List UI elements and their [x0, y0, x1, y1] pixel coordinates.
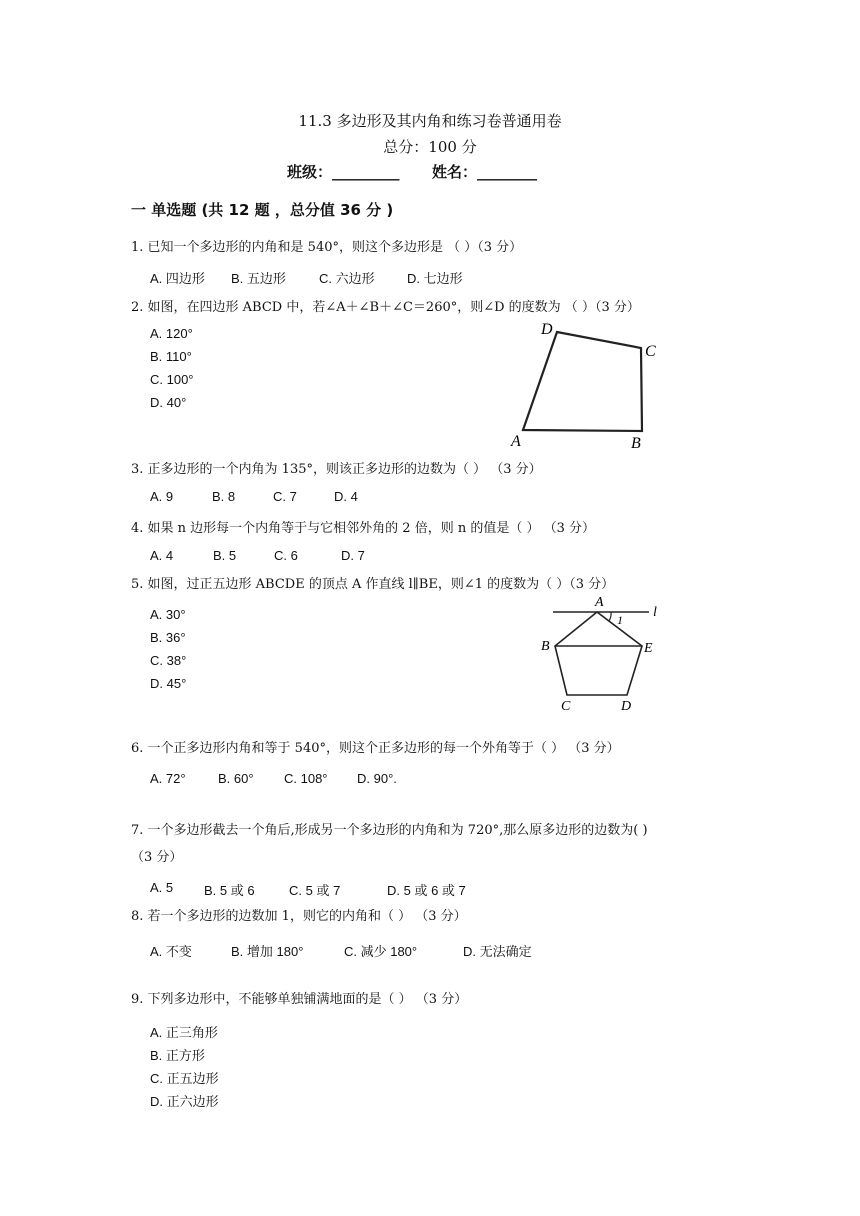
section-heading: 一 单选题 (共 12 题 ，总分值 36 分 ) [131, 201, 394, 219]
q8-option-a: A. 不变 [150, 944, 192, 959]
q1-option-d: D. 七边形 [407, 271, 463, 286]
q5-option-a: A. 30° [150, 607, 186, 622]
question-5-stem: 5. 如图，过正五边形 ABCDE 的顶点 A 作直线 l∥BE，则∠1 的度数为（ ）（3 分） [131, 577, 615, 592]
line-label-l: l [653, 605, 657, 620]
q2-option-a: A. 120° [150, 326, 193, 341]
page-title: 11.3 多边形及其内角和练习卷普通用卷 [298, 112, 562, 130]
question-7-stem: 7. 一个多边形截去一个角后,形成另一个多边形的内角和为 720°,那么原多边形的边数为( ) [131, 823, 648, 838]
q4-option-d: D. 7 [341, 548, 365, 563]
q1-option-a: A. 四边形 [150, 271, 205, 286]
q7-option-c: C. 5 或 7 [289, 883, 341, 898]
q9-option-d: D. 正六边形 [150, 1094, 219, 1109]
vertex-label-e: E [644, 641, 653, 656]
q2-option-c: C. 100° [150, 372, 194, 387]
q9-option-a: A. 正三角形 [150, 1025, 218, 1040]
q4-option-b: B. 5 [213, 548, 237, 563]
q6-option-d: D. 90°. [357, 771, 397, 786]
question-2-stem: 2. 如图，在四边形 ABCD 中，若∠A＋∠B＋∠C＝260°，则∠D 的度数为 （ ）（3 分） [131, 300, 640, 315]
q3-option-a: A. 9 [150, 489, 174, 504]
q6-option-a: A. 72° [150, 771, 186, 786]
vertex-label-c: C [561, 699, 571, 714]
q3-option-c: C. 7 [273, 489, 297, 504]
quadrilateral-outline [523, 332, 642, 431]
angle-label-1: 1 [617, 613, 623, 627]
vertex-label-a: A [595, 595, 604, 610]
q5-option-c: C. 38° [150, 653, 187, 668]
vertex-label-d: D [621, 699, 632, 714]
q6-option-b: B. 60° [218, 771, 254, 786]
q7-option-b: B. 5 或 6 [204, 883, 255, 898]
angle-1-arc [609, 612, 611, 621]
q9-option-c: C. 正五边形 [150, 1071, 219, 1086]
name-field-label: 姓名：________ [432, 163, 538, 181]
q3-option-d: D. 4 [334, 489, 358, 504]
class-field-label: 班级：_________ [287, 163, 400, 181]
q9-option-b: B. 正方形 [150, 1048, 205, 1063]
q2-option-d: D. 40° [150, 395, 187, 410]
q5-option-d: D. 45° [150, 676, 187, 691]
question-8-stem: 8. 若一个多边形的边数加 1，则它的内角和（ ） （3 分） [131, 909, 467, 924]
q4-option-c: C. 6 [274, 548, 298, 563]
question-3-stem: 3. 正多边形的一个内角为 135°，则该正多边形的边数为（ ） （3 分） [131, 462, 542, 477]
vertex-label-b: B [541, 639, 550, 654]
question-4-stem: 4. 如果 n 边形每一个内角等于与它相邻外角的 2 倍，则 n 的值是（ ） （3 分） [131, 521, 596, 536]
quadrilateral-abcd-figure [505, 318, 675, 453]
question-1-stem: 1. 已知一个多边形的内角和是 540°，则这个多边形是 （ ）（3 分） [131, 240, 523, 255]
q5-option-b: B. 36° [150, 630, 186, 645]
q8-option-b: B. 增加 180° [231, 944, 304, 959]
question-6-stem: 6. 一个正多边形内角和等于 540°，则这个正多边形的每一个外角等于（ ） （3 分） [131, 741, 620, 756]
q8-option-d: D. 无法确定 [463, 944, 532, 959]
q7-option-d: D. 5 或 6 或 7 [387, 883, 466, 898]
vertex-label-a: A [511, 433, 521, 450]
question-9-stem: 9. 下列多边形中，不能够单独铺满地面的是（ ） （3 分） [131, 992, 468, 1007]
vertex-label-d: D [541, 321, 553, 338]
q1-option-b: B. 五边形 [231, 271, 286, 286]
q6-option-c: C. 108° [284, 771, 328, 786]
vertex-label-c: C [645, 343, 656, 360]
q1-option-c: C. 六边形 [319, 271, 375, 286]
q8-option-c: C. 减少 180° [344, 944, 418, 959]
q3-option-b: B. 8 [212, 489, 236, 504]
pentagon-outline [555, 612, 642, 695]
q2-option-b: B. 110° [150, 349, 192, 364]
pentagon-abcde-figure [535, 592, 670, 714]
q4-option-a: A. 4 [150, 548, 174, 563]
total-score: 总分：100 分 [383, 138, 477, 156]
question-7-score: （3 分） [131, 850, 183, 865]
q7-option-a: A. 5 [150, 880, 174, 895]
vertex-label-b: B [631, 435, 641, 452]
